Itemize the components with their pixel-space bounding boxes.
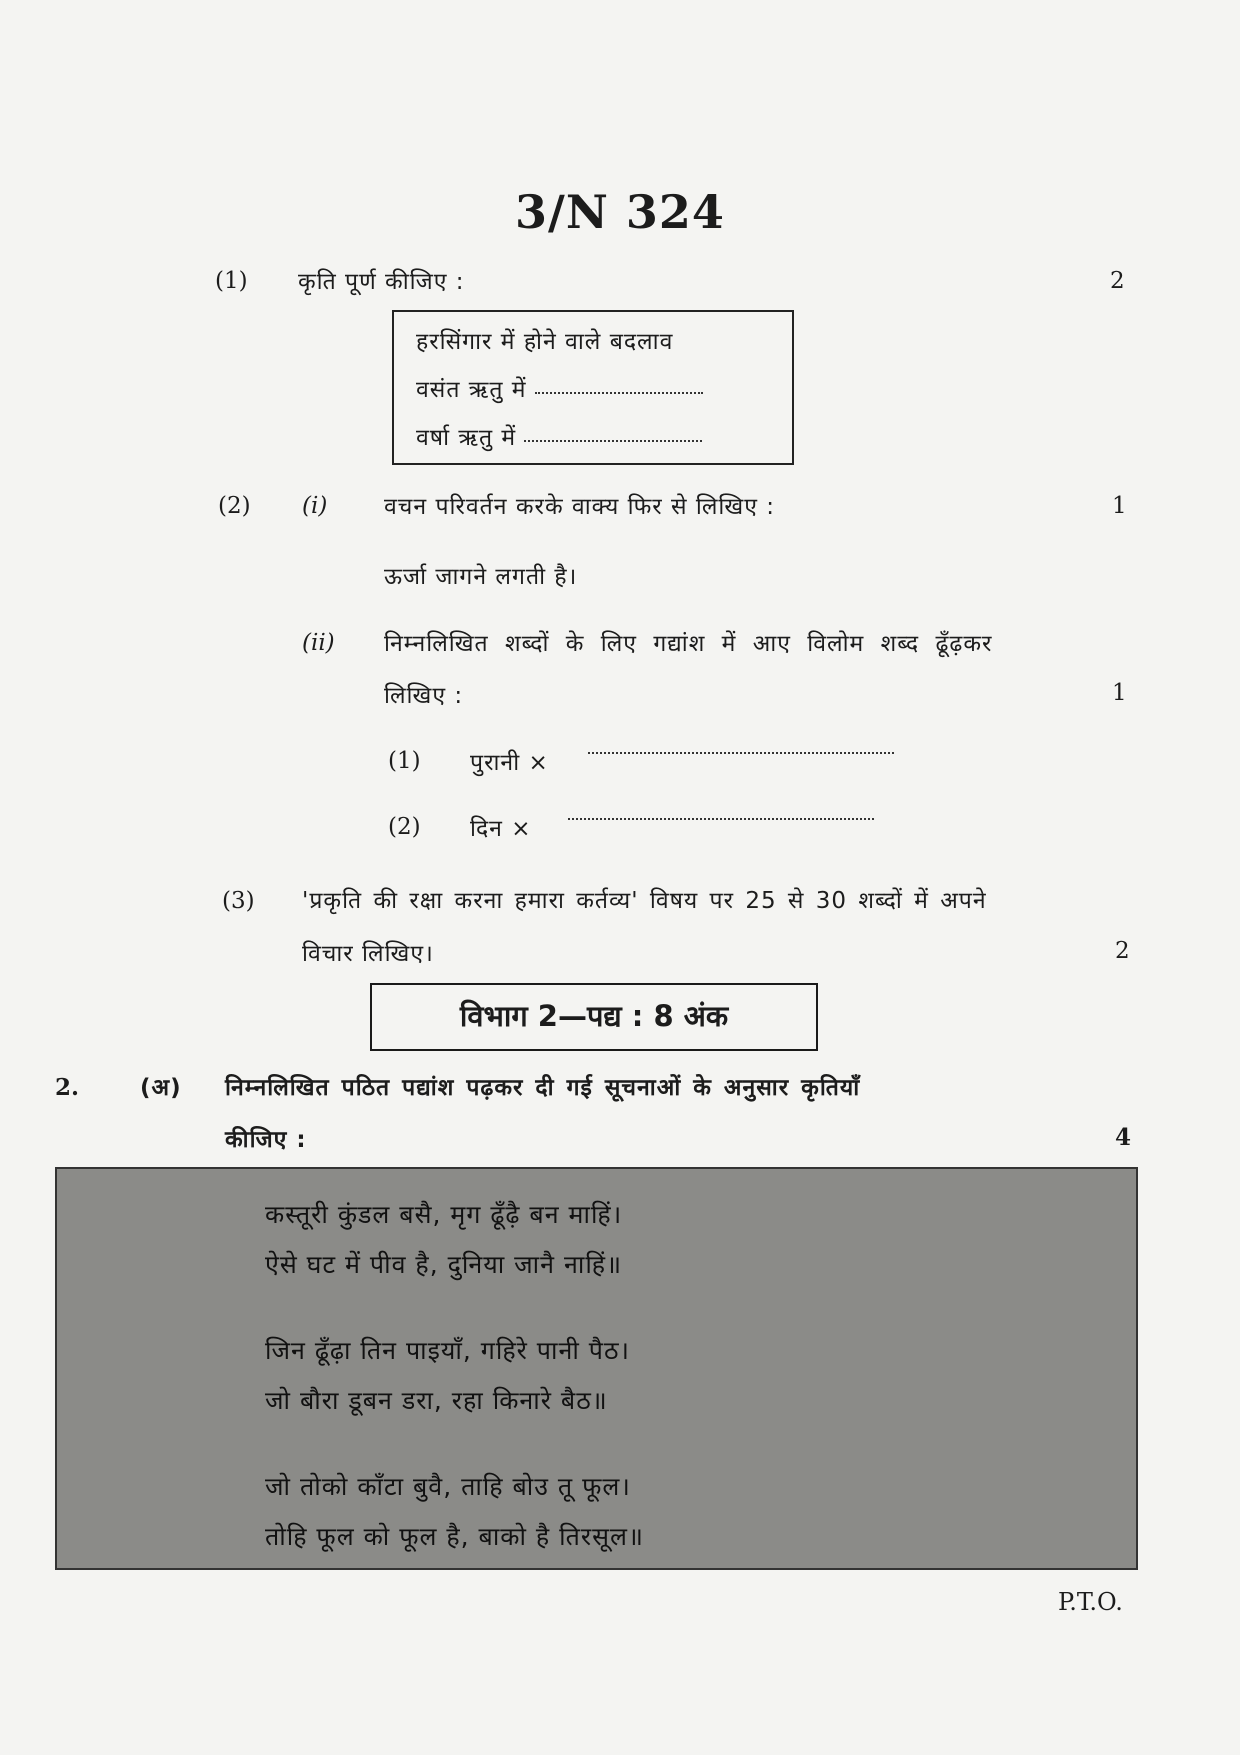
q2-sub-ii-text-line1: निम्नलिखित शब्दों के लिए गद्यांश में आए विलोम शब्द ढूँढ़कर (384, 631, 993, 657)
answer-blank[interactable] (535, 388, 703, 394)
question-text-line2: कीजिए : (225, 1127, 307, 1153)
q3-marks: 2 (1115, 938, 1130, 964)
q2-sub-ii-label: (ii) (302, 630, 335, 656)
poem-line: तोहि फूल को फूल है, बाको है तिरसूल॥ (265, 1522, 644, 1551)
q3-line1: 'प्रकृति की रक्षा करना हमारा कर्तव्य' विषय पर 25 से 30 शब्दों में अपने (302, 888, 987, 914)
poem-line: जो तोको काँटा बुवै, ताहि बोउ तू फूल। (265, 1472, 631, 1501)
q1-number: (1) (215, 268, 248, 294)
answer-blank[interactable] (524, 436, 702, 442)
fill-in-box (392, 310, 794, 465)
box-row-monsoon (416, 414, 770, 462)
q2-sub-i-label: (i) (302, 493, 328, 519)
antonym-item-word: पुरानी × (470, 750, 549, 776)
answer-blank[interactable] (588, 748, 894, 754)
question-sub-label: (अ) (140, 1075, 182, 1101)
question-number: 2. (55, 1074, 80, 1101)
q2-sub-ii-marks: 1 (1112, 680, 1127, 706)
question-text-line1: निम्नलिखित पठित पद्यांश पढ़कर दी गई सूचनाओं के अनुसार कृतियाँ (225, 1075, 861, 1101)
page-turn-note: P.T.O. (1058, 1588, 1123, 1616)
antonym-item-num: (2) (388, 814, 421, 840)
poem-box (55, 1167, 1138, 1570)
q2-sub-i-text: वचन परिवर्तन करके वाक्य फिर से लिखिए : (384, 494, 775, 520)
question-marks: 4 (1115, 1124, 1132, 1151)
poem-line: कस्तूरी कुंडल बसै, मृग ढूँढ़ै बन माहिं। (265, 1200, 623, 1229)
q3-line2: विचार लिखिए। (302, 941, 434, 967)
q2-sub-ii-text-line2: लिखिए : (384, 683, 464, 709)
box-title: हरसिंगार में होने वाले बदलाव (416, 329, 674, 355)
answer-blank[interactable] (568, 814, 874, 820)
paper-code: 3/N 324 (515, 185, 725, 239)
section-heading: विभाग 2—पद्य : 8 अंक (370, 983, 818, 1051)
poem-line: ऐसे घट में पीव है, दुनिया जानै नाहिं॥ (265, 1250, 623, 1279)
q2-number: (2) (218, 493, 251, 519)
antonym-item-word: दिन × (470, 816, 532, 842)
poem-line: जो बौरा डूबन डरा, रहा किनारे बैठ॥ (265, 1386, 608, 1415)
q1-marks: 2 (1110, 268, 1125, 294)
q3-number: (3) (222, 888, 255, 914)
poem-line: जिन ढूँढ़ा तिन पाइयाँ, गहिरे पानी पैठ। (265, 1336, 630, 1365)
q1-text: कृति पूर्ण कीजिए : (298, 269, 465, 295)
box-row-spring-label: वसंत ऋतु में (416, 377, 527, 403)
antonym-item-num: (1) (388, 748, 421, 774)
q2-sub-i-marks: 1 (1112, 493, 1127, 519)
box-row-monsoon-label: वर्षा ऋतु में (416, 425, 517, 451)
q2-sentence: ऊर्जा जागने लगती है। (384, 564, 578, 590)
box-row-spring (416, 366, 770, 414)
